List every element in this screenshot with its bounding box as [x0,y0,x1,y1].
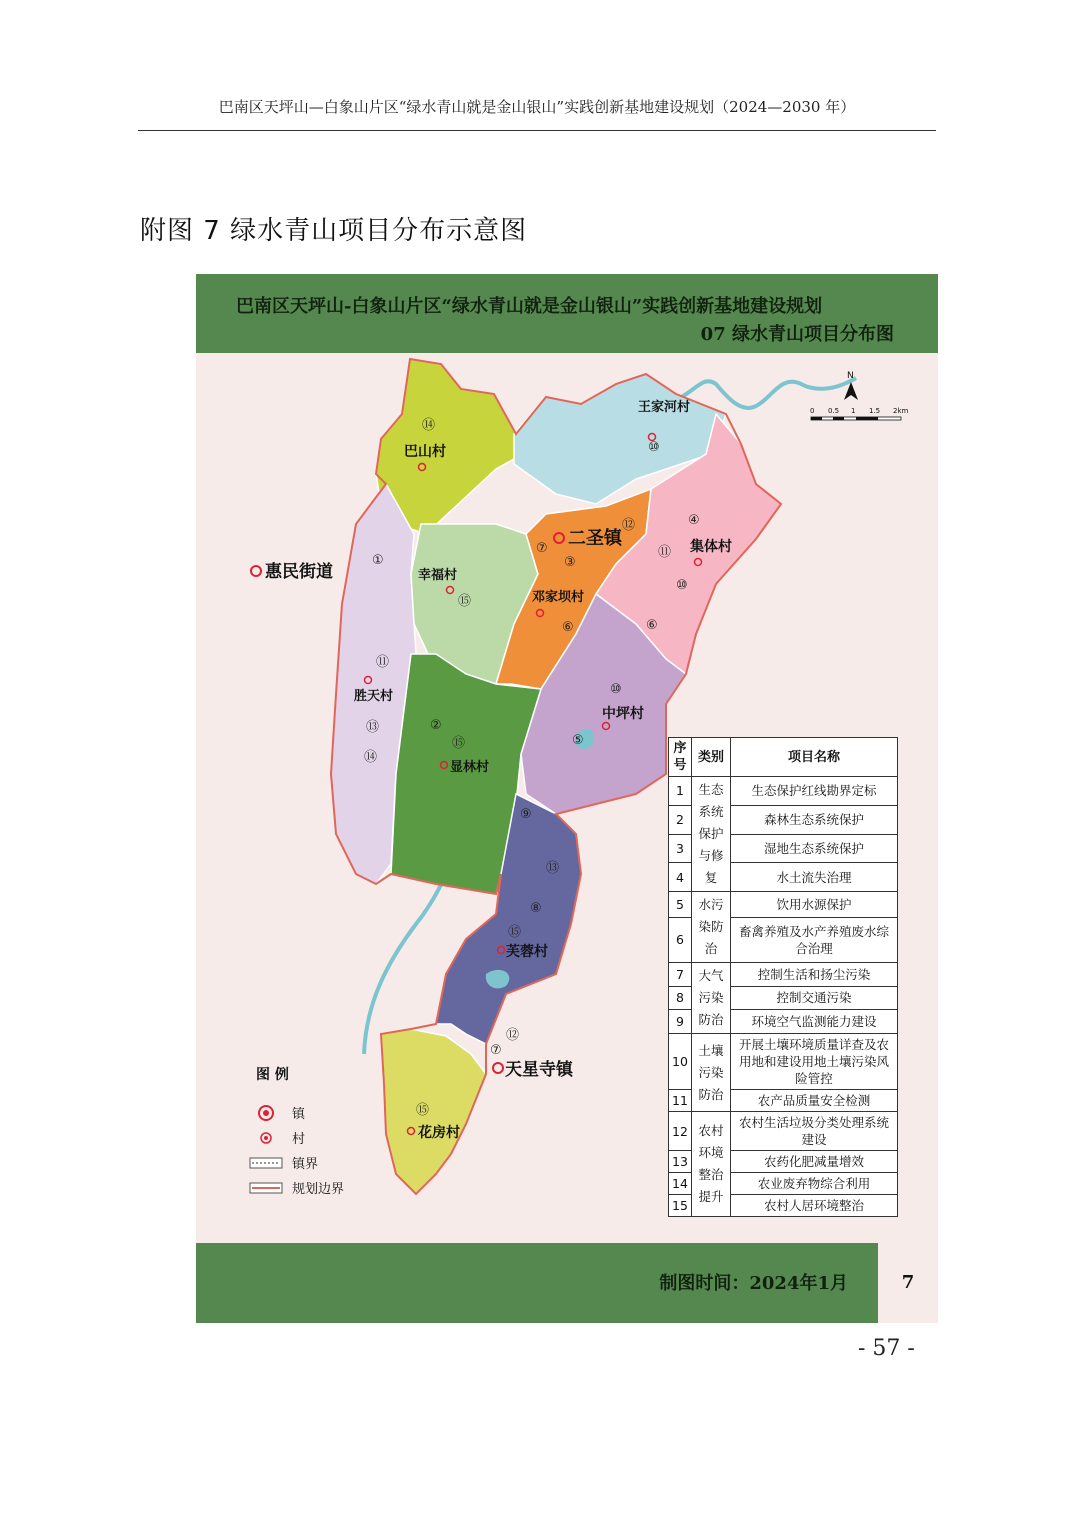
zone-number: ⑬ [366,720,380,735]
place-label-jiti: 集体村 [690,539,732,555]
sheet-number: 7 [878,1243,938,1323]
page-number: - 57 - [858,1336,915,1361]
running-header: 巴南区天坪山—白象山片区“绿水青山就是金山银山”实践创新基地建设规划（2024—2030 年） [218,98,856,116]
zone-number: ⑥ [562,620,574,635]
zone-number: ④ [688,513,700,528]
north-arrow-icon [844,371,858,400]
planning-boundary-line-icon [248,1182,284,1194]
scale-bar [810,407,909,420]
zone-number: ⑧ [530,901,542,916]
place-label-huimin: 惠民街道 [265,562,333,582]
table-row: 13 农药化肥减量增效 [669,1151,898,1173]
zone-number: ① [372,553,384,568]
zone-number: ⑫ [622,518,636,533]
legend-label: 镇界 [292,1157,319,1172]
zone-number: ⑨ [520,807,532,822]
map-footer [196,1243,878,1323]
zone-number: ⑮ [416,1103,430,1118]
zone-number: ⑪ [658,545,672,560]
table-row: 7 大气污染防治 控制生活和扬尘污染 [669,963,898,987]
table-row: 10 土壤污染防治 开展土壤环境质量详查及农用地和建设用地土壤污染风险管控 [669,1034,898,1090]
table-row: 8 控制交通污染 [669,986,898,1010]
legend-label: 规划边界 [292,1182,345,1197]
zone-number: ⑩ [648,440,660,455]
place-label-bashan: 巴山村 [404,444,446,460]
table-category: 农村环境整治提升 [692,1112,731,1217]
table-row: 12 农村环境整治提升 农村生活垃圾分类处理系统建设 [669,1112,898,1151]
scale-label: 0 [810,407,815,415]
zone-number: ⑭ [422,418,436,433]
zone-number: ⑥ [646,618,658,633]
zone-number: ⑫ [506,1028,520,1043]
scale-label: 0.5 [828,407,840,415]
scale-label: 1.5 [869,407,881,415]
table-category: 土壤污染防治 [692,1034,731,1112]
zone-number: ③ [564,555,576,570]
table-header-project: 项目名称 [731,738,898,777]
legend-label: 镇 [292,1107,306,1122]
scale-label: 2km [893,407,909,415]
zone-number: ⑭ [364,750,378,765]
place-label-ershengzhen: 二圣镇 [568,528,622,549]
zone-number: ⑩ [610,682,622,697]
place-label-xianlin: 显林村 [450,760,490,775]
appendix-title: 附图 7 绿水青山项目分布示意图 [140,216,528,246]
zone-number: ⑮ [508,925,522,940]
table-header-category: 类别 [692,738,731,777]
table-row: 2 森林生态系统保护 [669,805,898,834]
svg-text:N: N [847,371,854,381]
table-row: 11 农产品质量安全检测 [669,1090,898,1112]
map-title: 巴南区天坪山-白象山片区“绿水青山就是金山银山”实践创新基地建设规划 [236,296,823,317]
project-table [668,737,898,1217]
legend-item [248,1150,344,1175]
table-category: 大气污染防治 [692,963,731,1034]
table-category: 水污染防治 [692,892,731,963]
table-row: 3 湿地生态系统保护 [669,834,898,863]
zone-number: ⑦ [490,1043,502,1058]
map-figure [196,274,938,1323]
zone-number: ⑬ [546,861,560,876]
zone-number: ⑮ [452,736,466,751]
zone-number: ⑩ [676,578,688,593]
place-label-dengjiaba: 邓家坝村 [532,590,585,605]
zone-number: ② [430,718,442,733]
table-row: 6 畜禽养殖及水产养殖废水综合治理 [669,917,898,962]
table-row: 15 农村人居环境整治 [669,1195,898,1217]
legend-label: 村 [292,1132,306,1147]
map-subtitle: 07 绿水青山项目分布图 [700,324,894,345]
table-row: 5 水污染防治 饮用水源保护 [669,892,898,918]
place-label-zhongping: 中坪村 [602,706,644,722]
town-marker [251,566,261,576]
table-row: 1 生态系统保护与修复 生态保护红线勘界定标 [669,777,898,806]
town-marker [493,1063,503,1073]
zone-number: ⑪ [376,655,390,670]
village-marker-icon [248,1131,284,1145]
legend-item [248,1175,344,1200]
zone-number: ⑮ [458,594,472,609]
scale-label: 1 [851,407,856,415]
table-header-no: 序号 [669,738,692,777]
map-date: 制图时间：2024年1月 [659,1273,848,1294]
place-label-tianxingsi: 天星寺镇 [505,1060,573,1080]
place-label-xingfu: 幸福村 [418,568,458,583]
place-label-huafang: 花房村 [418,1125,460,1141]
zone-number: ⑦ [536,541,548,556]
zone-number: ⑤ [572,733,584,748]
place-label-shengtian: 胜天村 [354,689,394,704]
legend-title: 图 例 [256,1067,289,1083]
table-category: 生态系统保护与修复 [692,777,731,892]
header-divider [138,130,936,131]
town-marker-icon [248,1104,284,1122]
legend-item [248,1100,344,1125]
place-label-furong: 芙蓉村 [506,944,548,960]
table-row: 4 水土流失治理 [669,863,898,892]
legend-item [248,1125,344,1150]
table-row: 9 环境空气监测能力建设 [669,1010,898,1034]
table-row: 14 农业废弃物综合利用 [669,1173,898,1195]
town-boundary-line-icon [248,1157,284,1169]
map-legend [248,1064,344,1200]
place-label-wangjiahe: 王家河村 [638,400,691,415]
